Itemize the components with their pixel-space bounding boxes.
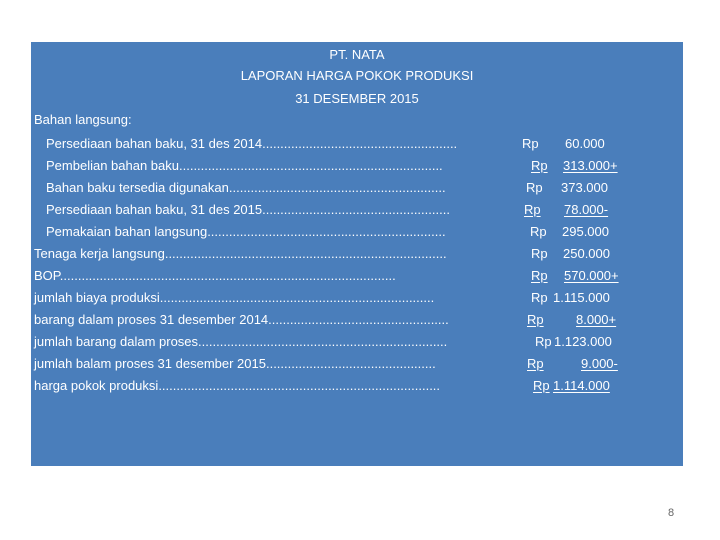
row-label: Bahan baku tersedia digunakan............................................................ — [46, 180, 446, 195]
currency-label: Rp — [527, 356, 544, 371]
row-label: BOP............................................................................................. — [34, 268, 396, 283]
company-name: PT. NATA — [329, 47, 385, 62]
currency-label: Rp — [531, 246, 548, 261]
row-amount: 60.000 — [565, 136, 605, 151]
currency-label: Rp — [526, 180, 543, 195]
report-row — [31, 287, 683, 308]
page-number: 8 — [668, 507, 675, 519]
row-label: jumlah barang dalam proses..................................................................... — [34, 334, 448, 349]
report-title: LAPORAN HARGA POKOK PRODUKSI — [240, 68, 474, 83]
currency-label: Rp — [524, 202, 541, 217]
currency-label: Rp — [531, 158, 548, 173]
report-panel — [31, 42, 683, 466]
report-date: 31 DESEMBER 2015 — [295, 91, 419, 106]
row-amount: 1.114.000 — [553, 378, 610, 393]
currency-label: Rp — [535, 334, 552, 349]
row-amount: 295.000 — [562, 224, 609, 239]
row-label: Pemakaian bahan langsung.................................................................. — [46, 224, 446, 239]
row-label: harga pokok produksi.............................................................................. — [34, 378, 441, 393]
currency-label: Rp — [531, 290, 548, 305]
row-amount: 8.000+ — [576, 312, 617, 327]
report-row — [31, 133, 683, 154]
row-amount: 570.000+ — [564, 268, 619, 283]
section-heading: Bahan langsung: — [34, 112, 132, 127]
row-amount: 1.115.000 — [553, 290, 610, 305]
row-label: jumlah balam proses 31 desember 2015............................................... — [34, 356, 436, 371]
report-row — [31, 353, 683, 374]
currency-label: Rp — [533, 378, 550, 393]
report-row — [31, 155, 683, 176]
row-label: jumlah biaya produksi............................................................................ — [34, 290, 435, 305]
row-label: Tenaga kerja langsung.............................................................................. — [34, 246, 447, 261]
row-amount: 373.000 — [561, 180, 608, 195]
report-row — [31, 177, 683, 198]
currency-label: Rp — [530, 224, 547, 239]
row-amount: 1.123.000 — [554, 334, 612, 349]
report-row — [31, 331, 683, 352]
row-label: Persediaan bahan baku, 31 des 2015.................................................... — [46, 202, 450, 217]
row-amount: 313.000+ — [563, 158, 618, 173]
currency-label: Rp — [527, 312, 544, 327]
currency-label: Rp — [531, 268, 548, 283]
row-label: barang dalam proses 31 desember 2014.................................................. — [34, 312, 449, 327]
currency-label: Rp — [522, 136, 539, 151]
report-row — [31, 243, 683, 264]
report-row — [31, 199, 683, 220]
report-row — [31, 375, 683, 396]
row-label: Persediaan bahan baku, 31 des 2014...................................................... — [46, 136, 458, 151]
row-amount: 9.000- — [581, 356, 618, 371]
row-amount: 78.000- — [564, 202, 609, 217]
row-amount: 250.000 — [563, 246, 610, 261]
report-row — [31, 221, 683, 242]
report-row — [31, 265, 683, 286]
section-heading-row — [31, 109, 683, 130]
row-label: Pembelian bahan baku......................................................................... — [46, 158, 443, 173]
report-row — [31, 309, 683, 330]
